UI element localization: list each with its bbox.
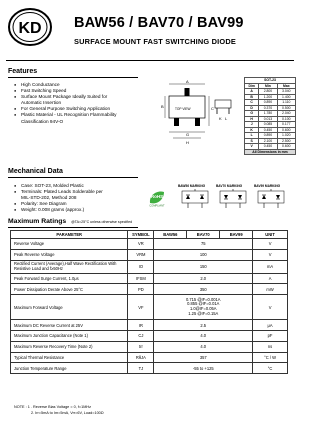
feature-item: ● High Conductance [14, 82, 144, 88]
dimension-row [245, 94, 296, 100]
dim-value: 0.450 [259, 127, 277, 133]
dimension-row [245, 144, 296, 150]
parameter-cell: Typical Thermal Resistance [11, 352, 128, 363]
value-cell: 100 [154, 249, 253, 260]
ratings-heading [8, 218, 132, 225]
value-cell: 350 [154, 284, 253, 295]
symbol-cell: IO [128, 260, 154, 273]
dimension-table [244, 77, 296, 155]
dim-letter: G [245, 111, 259, 117]
dim-value: 1.020 [277, 133, 295, 139]
dim-value: 3.040 [277, 89, 295, 95]
parameter-cell: Reverse Voltage [11, 239, 128, 250]
note-line: 2. Irr=5mA to Im=5mA, Vrr=6V, Load=100Ω [31, 410, 104, 415]
mechanical-item-continued: MIL-STD-202, Method 208 [21, 195, 77, 201]
dim-letter: J [245, 122, 259, 128]
header-divider [6, 60, 294, 61]
logo-text: KD [18, 20, 42, 37]
value-cell: 4.0 [154, 330, 253, 341]
parameter-cell: Peak Reverse Voltage [11, 249, 128, 260]
dim-letter: H [245, 116, 259, 122]
dim-value: 1.780 [259, 111, 277, 117]
parameter-cell: Maximum Reverse Recovery Time (Note 2) [11, 341, 128, 352]
value-cell: -55 to +125 [154, 363, 253, 374]
dim-value: 0.500 [277, 105, 295, 111]
dim-letter: V [245, 144, 259, 150]
dimension-row [245, 89, 296, 95]
company-logo [8, 8, 52, 46]
note-line: NOTE : 1 . Reverse Bias Voltage = 0, f=1MHz [14, 405, 92, 409]
mechanical-heading: Mechanical Data [8, 168, 63, 175]
ratings-row [11, 320, 288, 331]
symbol-cell: PD [128, 284, 154, 295]
dim-letter: B [245, 94, 259, 100]
ratings-header: BAW56 [154, 231, 187, 239]
parameter-cell: Peak Forward Surge Current, 1.0μs [11, 273, 128, 284]
dim-value: 0.013 [259, 116, 277, 122]
value-cell: 357 [154, 352, 253, 363]
dim-value: 2.500 [277, 138, 295, 144]
baw56-circuit-diagram [178, 189, 212, 209]
mechanical-divider [8, 177, 138, 178]
ratings-row [11, 260, 288, 273]
ratings-row [11, 273, 288, 284]
value-cell: 2.5 [154, 320, 253, 331]
dimension-row [245, 127, 296, 133]
ratings-row [11, 239, 288, 250]
dimension-footer: All Dimensions in mm [245, 149, 296, 154]
value-line: 0.715 @IF=0.001A [185, 296, 221, 302]
dim-value: 0.177 [277, 122, 295, 128]
page-title: BAW56 / BAV70 / BAV99 [74, 15, 244, 31]
dim-value: 0.890 [259, 133, 277, 139]
symbol-cell: VR [128, 239, 154, 250]
symbol-cell: IFSM [128, 273, 154, 284]
dim-letter: D [245, 105, 259, 111]
dimension-row [245, 138, 296, 144]
dimension-row [245, 133, 296, 139]
mechanical-item: ● Case: SOT-23, Molded Plastic [14, 183, 149, 189]
features-list [14, 82, 144, 125]
dimension-rows [245, 89, 296, 150]
value-cell [154, 295, 253, 320]
top-view-label: TOP VIEW [175, 107, 191, 111]
dim-value: 2.100 [259, 138, 277, 144]
ratings-header: BAV99 [220, 231, 253, 239]
ratings-note: @TA=25°C unless otherwise specified [71, 220, 133, 224]
unit-cell: °C [253, 363, 288, 374]
dim-header: Dim [245, 83, 259, 89]
value-line: 0.855 @IF=0.01A [187, 301, 220, 307]
symbol-cell: trr [128, 341, 154, 352]
dim-letter: C [245, 100, 259, 106]
unit-cell: pF [253, 330, 288, 341]
bav70-marking-label: BAV70 MARKING [216, 184, 243, 188]
dim-value: 0.085 [259, 122, 277, 128]
symbol-cell: RθJA [128, 352, 154, 363]
unit-cell: °C / W [253, 352, 288, 363]
bav99-circuit-diagram [254, 189, 288, 209]
parameter-cell: Maximum DC Reverse Current at 25V [11, 320, 128, 331]
ratings-rows [11, 239, 288, 374]
svg-text:H: H [186, 140, 189, 145]
dim-header: Max [277, 83, 295, 89]
ratings-header: UNIT [253, 231, 288, 239]
ratings-row [11, 363, 288, 374]
dim-value: 2.800 [259, 89, 277, 95]
parameter-cell: Power Dissipation Derate Above 25°C [11, 284, 128, 295]
svg-text:K: K [219, 116, 222, 121]
bav99-marking-label: BAV99 MARKING [254, 184, 281, 188]
mechanical-item: ● Polarity: See Diagram [14, 201, 149, 207]
unit-cell: V [253, 295, 288, 320]
unit-cell: mW [253, 284, 288, 295]
dim-value: 1.400 [277, 94, 295, 100]
ratings-title: Maximum Ratings [8, 218, 67, 225]
features-heading: Features [8, 68, 38, 75]
dim-value: 2.040 [277, 111, 295, 117]
parameter-cell: Maximum Forward Voltage [11, 295, 128, 320]
value-cell: 150 [154, 260, 253, 273]
value-line: 1.0@IF=0.05A [189, 306, 217, 312]
ratings-row [11, 352, 288, 363]
mechanical-list [14, 183, 149, 213]
ratings-row [11, 341, 288, 352]
rohs-sub: COMPLIANT [149, 204, 165, 207]
ratings-header: BAV70 [187, 231, 220, 239]
symbol-cell: CJ [128, 330, 154, 341]
feature-item-continued: Automatic Insertion [21, 100, 62, 106]
value-line: 1.25 @IF=0.15A [188, 310, 219, 316]
feature-item: ● Plastic Material - UL Recognition Flammability [14, 112, 144, 118]
value-cell: 4.0 [154, 341, 253, 352]
parameter-cell: Maximum Junction Capacitance (Note 1) [11, 330, 128, 341]
parameter-cell: Junction Temperature Range [11, 363, 128, 374]
dim-letter: A [245, 89, 259, 95]
unit-cell: ns [253, 341, 288, 352]
ratings-row [11, 249, 288, 260]
dim-value: 0.100 [277, 116, 295, 122]
page-subtitle: SURFACE MOUNT FAST SWITCHING DIODE [74, 37, 237, 46]
parameter-cell: Rectified Current (Average),Half Wave Rectification With Resistive Load and f≥50Hz [11, 260, 128, 273]
svg-text:B: B [161, 104, 164, 109]
dim-letter: K [245, 127, 259, 133]
symbol-cell: TJ [128, 363, 154, 374]
package-label: SOT-23 [245, 78, 296, 84]
symbol-cell: VRM [128, 249, 154, 260]
unit-cell: V [253, 239, 288, 250]
ratings-row [11, 284, 288, 295]
svg-text:L: L [225, 116, 228, 121]
features-divider [8, 77, 138, 78]
dim-letter: S [245, 138, 259, 144]
bav70-circuit-diagram [216, 189, 250, 209]
dimension-row [245, 105, 296, 111]
dim-header: Min [259, 83, 277, 89]
notes [14, 405, 104, 416]
rohs-logo [147, 189, 167, 207]
dim-value: 0.600 [277, 144, 295, 150]
dimension-row [245, 100, 296, 106]
feature-item: ● Surface Mount Package Ideally Suited for [14, 94, 144, 100]
unit-cell: V [253, 249, 288, 260]
svg-text:G: G [186, 132, 190, 137]
symbol-cell: IR [128, 320, 154, 331]
unit-cell: A [253, 273, 288, 284]
dim-value: 0.450 [259, 144, 277, 150]
dim-value: 0.370 [259, 105, 277, 111]
svg-text:C: C [211, 106, 214, 111]
value-cell: 75 [154, 239, 253, 250]
ratings-header: PARAMETER [11, 231, 128, 239]
dim-letter: L [245, 133, 259, 139]
dimension-row [245, 111, 296, 117]
ratings-row [11, 295, 288, 320]
unit-cell: μA [253, 320, 288, 331]
ratings-divider [8, 227, 138, 228]
dimension-row [245, 116, 296, 122]
unit-cell: mA [253, 260, 288, 273]
feature-item-continued: Classification 94V-O [21, 118, 64, 124]
dim-value: 0.600 [277, 127, 295, 133]
feature-item: ● Fast Switching Speed [14, 88, 144, 94]
dim-value: 0.890 [259, 100, 277, 106]
svg-text:A: A [186, 79, 189, 84]
value-cell: 2.0 [154, 273, 253, 284]
dim-value: 1.200 [259, 94, 277, 100]
dim-value: 1.110 [277, 100, 295, 106]
mechanical-item: ● Terminals: Plated Leads Solderable per [14, 189, 149, 195]
baw56-marking-label: BAW56 MARKING [178, 184, 206, 188]
ratings-row [11, 330, 288, 341]
ratings-header: SYMBOL [128, 231, 154, 239]
ratings-table [10, 230, 288, 374]
dimension-row [245, 122, 296, 128]
symbol-cell: VF [128, 295, 154, 320]
sot23-package-drawing [145, 78, 235, 146]
mechanical-item: ● Weight: 0.008 grams (approx.) [14, 207, 149, 213]
feature-item: ● For General Purpose Switching Application [14, 106, 144, 112]
rohs-text: RoHS [150, 194, 164, 199]
